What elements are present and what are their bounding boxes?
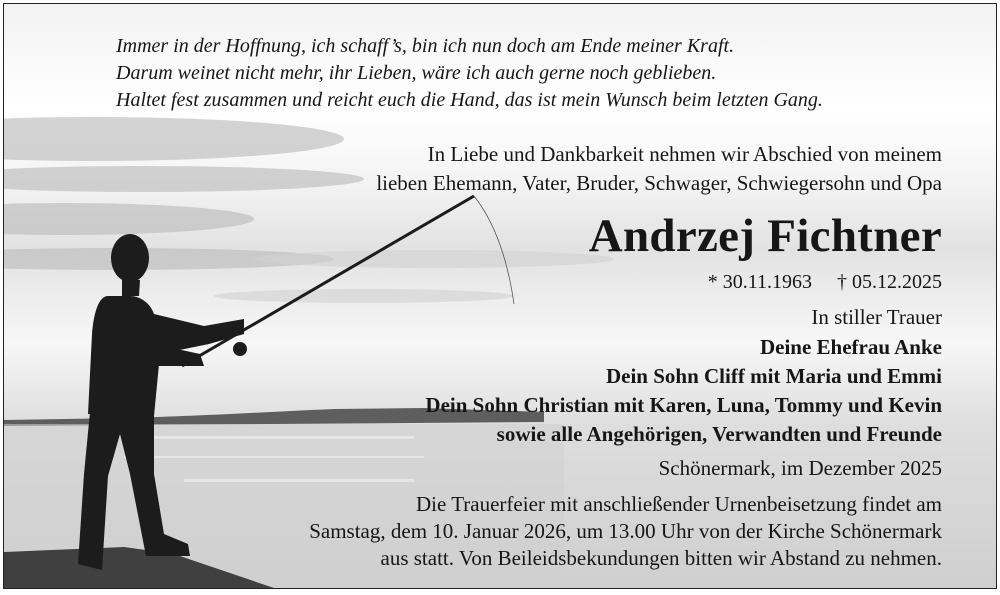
service-line: Samstag, dem 10. Januar 2026, um 13.00 Uhr von der Kirche Schönermark [309,519,942,543]
fishing-reel [233,342,247,356]
service-line: Die Trauerfeier mit anschließender Urnenbeisetzung findet am [416,492,942,516]
service-line: aus statt. Von Beileidsbekundungen bitten wir Abstand zu nehmen. [380,546,942,570]
death-date: † 05.12.2025 [837,271,942,293]
deceased-name: Andrzej Fichtner [588,210,942,262]
intro-line: lieben Ehemann, Vater, Bruder, Schwager, Schwiegersohn und Opa [376,171,942,195]
mourner-line: sowie alle Angehörigen, Verwandten und Freunde [496,422,942,446]
fishing-line [474,196,514,304]
intro-line: In Liebe und Dankbarkeit nehmen wir Abschied von meinem [427,142,942,166]
place-date: Schönermark, im Dezember 2025 [658,456,942,480]
poem-line: Haltet fest zusammen und reicht euch die Hand, das ist mein Wunsch beim letzten Gang. [116,89,823,111]
poem-line: Darum weinet nicht mehr, ihr Lieben, wäre ich auch gerne noch geblieben. [116,62,717,84]
mourner-line: Deine Ehefrau Anke [759,335,942,359]
mourner-line: Dein Sohn Cliff mit Maria und Emmi [605,364,942,388]
mourner-line: Dein Sohn Christian mit Karen, Luna, Tommy und Kevin [425,393,942,417]
service-info [309,491,942,572]
obituary-notice [3,3,997,589]
intro-text [376,140,942,198]
mourning-label: In stiller Trauer [811,305,942,329]
birth-date: * 30.11.1963 [707,271,812,293]
mourners-list [425,333,942,449]
cloud-bands [4,117,364,270]
poem [116,33,823,114]
poem-line: Immer in der Hoffnung, ich schaff’s, bin ich nun doch am Ende meiner Kraft. [116,35,735,57]
life-dates [708,271,942,294]
